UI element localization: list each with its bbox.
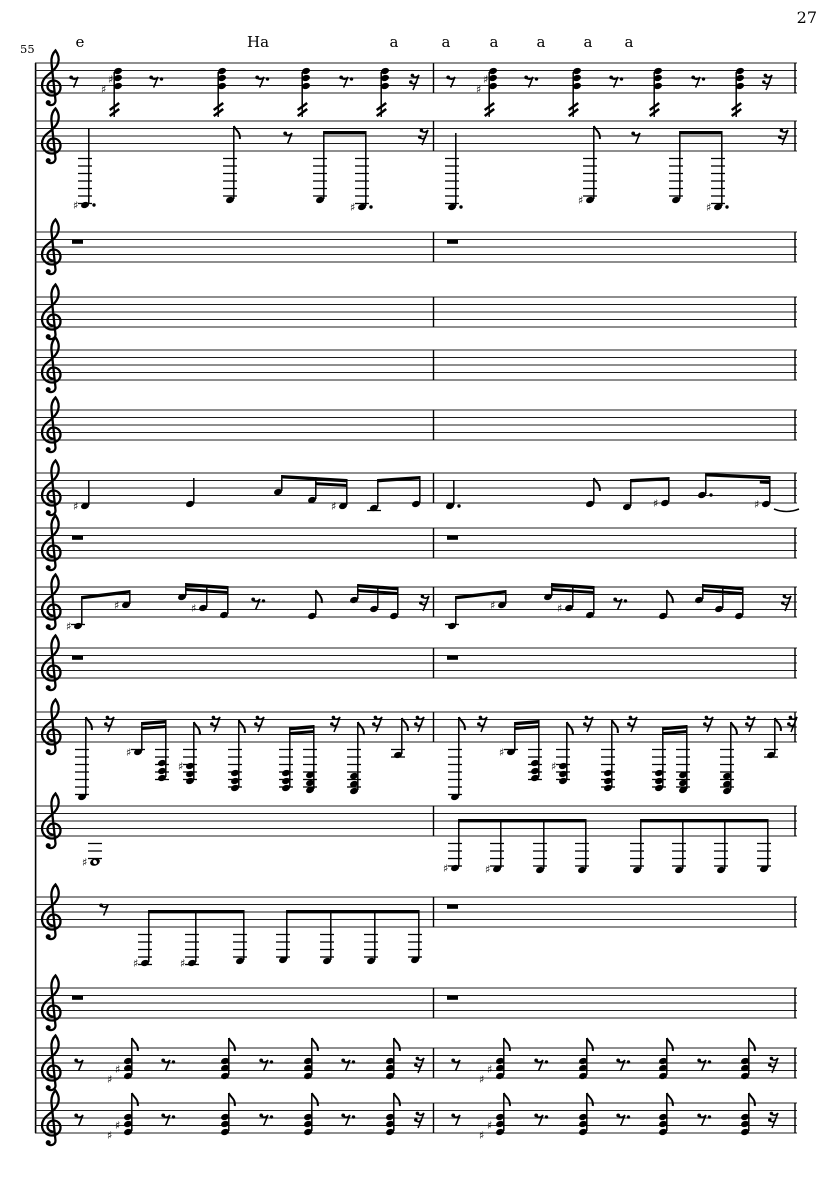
staff-7 <box>35 461 799 516</box>
svg-text:♯: ♯ <box>754 497 760 511</box>
svg-text:♯: ♯ <box>479 1128 485 1142</box>
svg-text:♯: ♯ <box>126 745 132 759</box>
svg-text:♯: ♯ <box>487 1118 493 1132</box>
svg-text:♯: ♯ <box>653 496 659 510</box>
svg-text:♯: ♯ <box>101 82 107 96</box>
staff-13 <box>35 885 797 970</box>
staff-3 <box>35 220 797 275</box>
staff-14 <box>35 976 797 1031</box>
svg-text:♯: ♯ <box>490 598 496 612</box>
svg-text:♯: ♯ <box>485 862 491 876</box>
staff-9 <box>35 575 797 633</box>
lyric-syllable: a <box>441 33 451 51</box>
svg-text:♯: ♯ <box>133 956 139 970</box>
staff-1 <box>35 51 797 118</box>
measure-number: 55 <box>20 42 35 56</box>
svg-text:♯: ♯ <box>557 601 563 615</box>
svg-text:♯: ♯ <box>331 499 337 513</box>
lyric-syllable: a <box>389 33 399 51</box>
page-number: 27 <box>796 8 817 27</box>
svg-text:♯: ♯ <box>180 956 186 970</box>
svg-text:♯: ♯ <box>107 1128 113 1142</box>
staff-12 <box>35 794 797 876</box>
svg-text:♯: ♯ <box>178 759 184 773</box>
svg-text:♯: ♯ <box>479 1072 485 1086</box>
svg-text:♯: ♯ <box>551 759 557 773</box>
staff-15 <box>35 1036 797 1091</box>
svg-text:♯: ♯ <box>73 198 79 212</box>
svg-text:♯: ♯ <box>115 1118 121 1132</box>
lyric-syllable: e <box>75 33 85 51</box>
lyric-syllable: a <box>583 33 593 51</box>
svg-text:♯: ♯ <box>73 499 79 513</box>
svg-text:♯: ♯ <box>483 72 489 86</box>
staff-4 <box>35 285 797 340</box>
staff-11 <box>35 700 797 802</box>
lyric-syllable: Ha <box>246 33 270 51</box>
staff-16 <box>35 1091 797 1146</box>
svg-text:♯: ♯ <box>114 598 120 612</box>
staff-6 <box>35 398 797 453</box>
svg-text:♯: ♯ <box>487 1062 493 1076</box>
svg-text:♯: ♯ <box>107 1072 113 1086</box>
lyric-syllable: a <box>489 33 499 51</box>
staff-8 <box>35 516 797 571</box>
svg-text:♯: ♯ <box>578 193 584 207</box>
svg-text:♯: ♯ <box>82 855 88 869</box>
staff-10 <box>35 636 797 691</box>
svg-text:♯: ♯ <box>476 82 482 96</box>
svg-text:♯: ♯ <box>443 861 449 875</box>
svg-text:♯: ♯ <box>108 72 114 86</box>
svg-text:♯: ♯ <box>115 1062 121 1076</box>
svg-text:♯: ♯ <box>66 619 72 633</box>
lyric-syllable: a <box>536 33 546 51</box>
svg-text:♯: ♯ <box>499 745 505 759</box>
staff-2 <box>35 109 797 214</box>
lyric-syllable: a <box>624 33 634 51</box>
svg-text:♯: ♯ <box>350 200 356 214</box>
svg-text:♯: ♯ <box>706 200 712 214</box>
svg-text:♯: ♯ <box>191 601 197 615</box>
staff-5 <box>35 338 797 393</box>
